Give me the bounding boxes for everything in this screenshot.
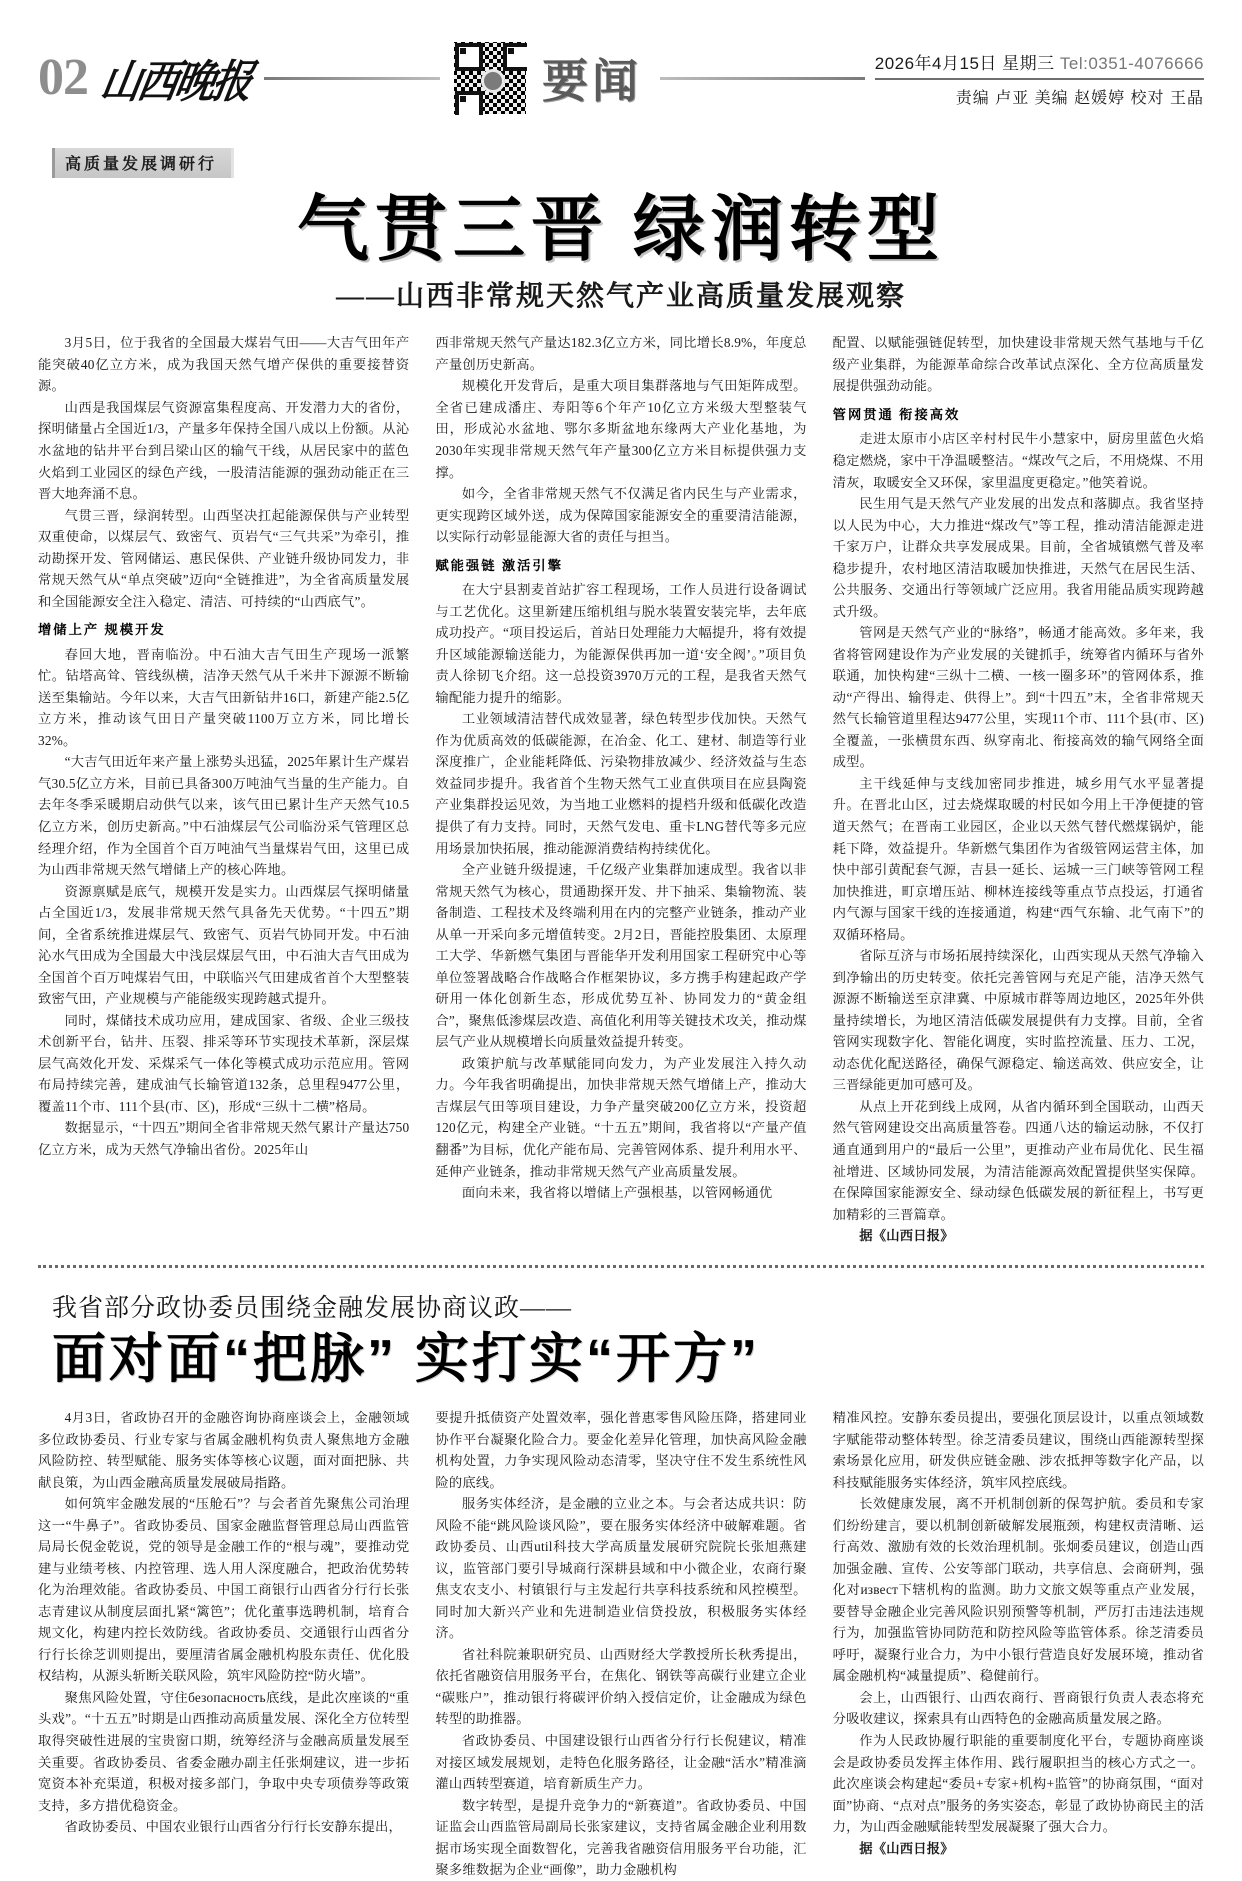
article-column bbox=[38, 1407, 409, 1881]
second-article-headline: 面对面“把脉” 实打实“开方” bbox=[52, 1328, 761, 1389]
article-paragraph: 气贯三晋，绿润转型。山西坚决扛起能源保供与产业转型双重使命，以煤层气、致密气、页岩气“三气共采”为牵引，推动勘探开发、管网储运、惠民保供、产业链升级协同发力，非常规天然气从“单点突破”迈向“全链推进”，为全省高质量发展和全国能源安全注入稳定、清洁、可持续的“山西底气”。 bbox=[38, 507, 410, 609]
article-paragraph: 聚焦风险处置，守住безопасность底线，是此次座谈的“重头戏”。“十五五”时期是山西推动高质量发展、深化全方位转型取得突破性进展的宝贵窗口期，统筹经济与金融高质量发展至关重要。省政协委员、省委金融办副主任张炯建议，进一步拓宽资本补充渠道，积极对接多部门，争取中央专项债券等政策支持，多方措优稳资金。 bbox=[38, 1689, 410, 1813]
article-paragraph: 数字转型，是提升竞争力的“新赛道”。省政协委员、中国证监会山西监管局副局长张家建议，支持省属金融企业利用数据市场实现全面数智化，完善我省融资信用服务平台功能，汇聚多维数据为企业“画像”，助力金融机构 bbox=[435, 1797, 807, 1878]
article-paragraph: 要提升抵债资产处置效率，强化普惠零售风险压降，搭建同业协作平台凝聚化险合力。要金化差异化管理，加快高风险金融机构处置，力争实现风险动态清零，坚决守住不发生系统性风险的底线。 bbox=[435, 1410, 807, 1490]
article-column bbox=[38, 332, 409, 1246]
masthead-meta-divider bbox=[875, 78, 1204, 80]
article-paragraph: 工业领域清洁替代成效显著，绿色转型步伐加快。天然气作为优质高效的低碳能源，在冶金、化工、建材、制造等行业深度推广，企业能耗降低、污染物排放减少、经济效益与生态效益同步提升。我省首个生物天然气工业直供项目在应县陶瓷产业集群投运见效，为当地工业燃料的提档升级和低碳化改造提供了有力支持。同时，天然气发电、重卡LNG替代等多元应用场景加快拓展，推动能源消费结构持续优化。 bbox=[435, 711, 807, 856]
lead-headline: 气贯三晋 绿润转型 bbox=[296, 190, 945, 270]
contact-telephone: Tel:0351-4076666 bbox=[1059, 53, 1204, 73]
article-paragraph: 管网是天然气产业的“脉络”，畅通才能高效。多年来，我省将管网建设作为产业发展的关键抓手，统筹省内循环与省外联通，加快构建“三纵十二横、一核一圈多环”的管网体系，推动“产得出、输得走、供得上”。到“十四五”末，全省非常规天然气长输管道里程达9477公里，实现11个市、111个县(市、区)全覆盖，一张横贯东西、纵穿南北、衔接高效的输气网络全面成型。 bbox=[832, 625, 1204, 770]
second-article-columns bbox=[38, 1407, 1204, 1881]
article-paragraph: 配置、以赋能强链促转型，加快建设非常规天然气基地与千亿级产业集群，为能源革命综合改革试点深化、全方位高质量发展提供强劲动能。 bbox=[832, 335, 1204, 394]
article-paragraph: 走进太原市小店区辛村村民牛小慧家中，厨房里蓝色火焰稳定燃烧，家中干净温暖整洁。“煤改气之后，不用烧煤、不用清灰，取暖安全又环保，家里温度更稳定。”他笑着说。 bbox=[832, 431, 1204, 490]
publication-date: 2026年4月15日 星期三 bbox=[874, 53, 1055, 73]
article-section-heading: 赋能强链 激活引擎 bbox=[435, 557, 564, 573]
lead-article-columns bbox=[38, 332, 1204, 1246]
article-column bbox=[435, 1407, 806, 1881]
page-folio-number: 02 bbox=[38, 49, 88, 106]
second-article-shoulder: 我省部分政协委员围绕金融发展协商议政—— bbox=[52, 1294, 573, 1322]
article-paragraph: 如今，全省非常规天然气不仅满足省内民生与产业需求，更实现跨区域外送，成为保障国家能源安全的重要清洁能源，以实际行动彰显能源大省的责任与担当。 bbox=[435, 486, 807, 545]
qr-center-dot-icon bbox=[481, 69, 505, 93]
lead-subheadline: ——山西非常规天然气产业高质量发展观察 bbox=[335, 281, 906, 313]
article-source-credit: 据《山西日报》 bbox=[859, 1228, 954, 1244]
masthead-date-line bbox=[875, 49, 1204, 74]
article-paragraph: 西非常规天然气产量达182.3亿立方米，同比增长8.9%，年度总产量创历史新高。 bbox=[435, 335, 807, 372]
article-paragraph: 省政协委员、中国农业银行山西省分行行长安静东提出， bbox=[64, 1819, 403, 1835]
article-paragraph: 4月3日，省政协召开的金融咨询协商座谈会上，金融领域多位政协委员、行业专家与省属金融机构负责人聚焦地方金融风险防控、转型赋能、服务实体等核心议题，面对面把脉、共献良策，为山西金融高质量发展破局指路。 bbox=[38, 1410, 410, 1490]
article-paragraph: 规模化开发背后，是重大项目集群落地与气田矩阵成型。全省已建成潘庄、寿阳等6个年产10亿立方米级大型整装气田，形成沁水盆地、鄂尔多斯盆地东缘两大产业化基地，为2030年实现非常规天然气年产量300亿立方米目标提供强力支撑。 bbox=[435, 378, 807, 480]
article-paragraph: 在大宁县割麦首站扩容工程现场，工作人员进行设备调试与工艺优化。这里新建压缩机组与脱水装置安装完毕，去年底成功投产。“项目投运后，首站日处理能力大幅提升，将有效提升区域能源输送能力，为能源保供再加一道‘安全阀’。”项目负责人徐韧飞介绍。这一总投资3970万元的工程，是我省天然气输配能力提升的缩影。 bbox=[435, 582, 807, 705]
article-section-heading: 管网贯通 衔接高效 bbox=[832, 406, 961, 422]
article-paragraph: 省政协委员、中国建设银行山西省分行行长倪建议，精准对接区域发展规划，走特色化服务路径，让金融“活水”精准滴灌山西转型赛道，培育新质生产力。 bbox=[435, 1732, 807, 1792]
masthead-rule-left bbox=[264, 77, 440, 80]
article-paragraph: 省社科院兼职研究员、山西财经大学教授所长秋秀提出，依托省融资信用服务平台，在焦化、钢铁等高碳行业建立企业“碳账户”，推动银行将碳评价纳入授信定价，让金融成为绿色转型的助推器。 bbox=[435, 1646, 807, 1727]
second-article bbox=[38, 1288, 1204, 1881]
editorial-staff-line: 责编 卢亚 美编 赵媛婷 校对 王晶 bbox=[955, 89, 1204, 107]
article-paragraph: 从点上开花到线上成网，从省内循环到全国联动，山西天然气管网建设交出高质量答卷。四通八达的输运动脉，不仅打通直通到用户的“最后一公里”，更推动产业布局优化、民生福祉增进、区域协同发展，为清洁能源高效配置提供坚实保障。在保障国家能源安全、绿动绿色低碳发展的新征程上，书写更加精彩的三晋篇章。 bbox=[832, 1098, 1204, 1222]
article-section-heading: 增储上产 规模开发 bbox=[38, 622, 166, 638]
article-kicker-badge: 高质量发展调研行 bbox=[52, 148, 234, 178]
article-paragraph: 全产业链升级提速，千亿级产业集群加速成型。我省以非常规天然气为核心，贯通勘探开发、井下抽采、集输物流、装备制造、工程技术及终端利用在内的完整产业链条，推动产业从单一开采向多元增值转变。2月2日，晋能控股集团、太原理工大学、华新燃气集团与晋能华开发利用国家工程研究中心等单位签署战略合作战略合作框架协议，多方携手构建起政产学研用一体化创新生态，形成优势互补、协同发力的“黄金组合”，聚焦低渗煤层改造、高值化利用等关键技术攻关，推动煤层气产业从规模增长向质量效益提升转变。 bbox=[435, 862, 807, 1050]
masthead-rule-right bbox=[660, 77, 865, 80]
article-paragraph: 省际互济与市场拓展持续深化，山西实现从天然气净输入到净输出的历史转变。依托完善管网与充足产能，洁净天然气源源不断输送至京津冀、中原城市群等周边地区，2025年外供量持续增长，为地区清洁低碳发展提供有力支撑。目前，全省管网实现数字化、智能化调度，实时监控流量、压力、工况，动态优化配送路径，确保气源稳定、输送高效、供应安全，让三晋绿能更加可感可及。 bbox=[832, 948, 1204, 1093]
article-divider-dotted bbox=[38, 1265, 1204, 1268]
lead-kicker-wrap bbox=[38, 148, 1204, 178]
article-paragraph: 作为人民政协履行职能的重要制度化平台，专题协商座谈会是政协委员发挥主体作用、践行履职担当的核心方式之一。此次座谈会构建起“委员+专家+机构+监管”的协商氛围，“面对面”协商、“点对点”服务的务实姿态，彰显了政协协商民主的活力，为山西金融赋能转型发展凝聚了强大合力。 bbox=[832, 1732, 1204, 1835]
article-column bbox=[833, 332, 1204, 1246]
article-paragraph: 同时，煤储技术成功应用，建成国家、省级、企业三级技术创新平台，钻井、压裂、排采等环节实现技术革新，深层煤层气高效化开发、采煤采气一体化等模式成功示范应用。管网布局持续完善，建成油气长输管道132条，总里程9477公里，覆盖11个市、111个县(市、区)，形成“三纵十二横”格局。 bbox=[38, 1012, 410, 1114]
masthead-meta bbox=[875, 49, 1204, 108]
article-paragraph: 会上，山西银行、山西农商行、晋商银行负责人表态将充分吸收建议，探索具有山西特色的金融高质量发展之路。 bbox=[832, 1689, 1204, 1727]
article-paragraph: 山西是我国煤层气资源富集程度高、开发潜力大的省份，探明储量占全国近1/3，产量多年保持全国八成以上份额。从沁水盆地的钻井平台到吕梁山区的输气干线，从居民家中的蓝色火焰到工业园区的绿色产线，一股清洁能源的强劲动能正在三晋大地奔涌不息。 bbox=[38, 399, 410, 502]
article-column bbox=[833, 1407, 1204, 1881]
newspaper-title-logo: 山西晚报 bbox=[96, 56, 254, 107]
masthead bbox=[38, 0, 1204, 126]
article-paragraph: 资源禀赋是底气，规模开发是实力。山西煤层气探明储量占全国近1/3，发展非常规天然气具备先天优势。“十四五”期间，全省系统推进煤层气、致密气、页岩气协同开发。中石油沁水气田成为全国最大中浅层煤层气田，中石油大吉气田成为全国首个百万吨煤岩气田，中联临兴气田建成省首个大型整装致密气田，产业规模与产能能级实现跨越式提升。 bbox=[38, 883, 410, 1007]
lead-article bbox=[38, 148, 1204, 1247]
article-paragraph: 政策护航与改革赋能同向发力，为产业发展注入持久动力。今年我省明确提出，加快非常规天然气增储上产，推动大吉煤层气田等项目建设，力争产量突破200亿立方米，投资超120亿元，构建全产业链。“十五五”期间，我省将以“产量产值翻番”为目标，优化产能布局、完善管网体系、提升利用水平、延伸产业链条，推动非常规天然气产业高质量发展。 bbox=[435, 1055, 807, 1179]
article-paragraph: 长效健康发展，离不开机制创新的保驾护航。委员和专家们纷纷建言，要以机制创新破解发展瓶颈，构建权责清晰、运行高效、激励有效的长效治理机制。张炯委员建议，创造山西加强金融、宣传、公安等部门联动，共享信息、会商研判，强化对извест下辖机构的监测。助力文旅文娱等重点产业发展，要替导金融企业完善风险识别预警等机制，严厉打击违法违规行为，加强监管协同防范和防控风险等监管体系。徐芝清委员呼吁，凝聚行业合力，为中小银行营造良好发展环境，推动省属金融机构“减量提质”、稳健前行。 bbox=[832, 1496, 1204, 1684]
section-title: 要闻 bbox=[542, 56, 642, 107]
article-paragraph: 服务实体经济，是金融的立业之本。与会者达成共识：防风险不能“跳风险谈风险”，要在服务实体经济中破解难题。省政协委员、山西util科技大学高质量发展研究院院长张旭燕建议，监管部门要引导城商行深耕县域和中小微企业，农商行聚焦支农支小、村镇银行与主发起行共享科技系统和风控模型。同时加大新兴产业和先进制造业信贷投放，积极服务实体经济。 bbox=[435, 1496, 807, 1641]
article-paragraph: 主干线延伸与支线加密同步推进，城乡用气水平显著提升。在晋北山区，过去烧煤取暖的村民如今用上干净便捷的管道天然气；在晋南工业园区，企业以天然气替代燃煤锅炉，能耗下降，效益提升。华新燃气集团作为省级管网运营主体，加快中部引黄配套气源，吉县一延长、运城一三门峡等管网工程加快推进，町京增压站、柳林连接线等重点节点投运，打通省内气源与国家干线的连接通道，构建“西气东输、北气南下”的双循环格局。 bbox=[832, 775, 1204, 942]
article-paragraph: 数据显示，“十四五”期间全省非常规天然气累计产量达750亿立方米，成为天然气净输出省份。2025年山 bbox=[38, 1120, 410, 1157]
article-paragraph: 如何筑牢金融发展的“压舱石”？与会者首先聚焦公司治理这一“牛鼻子”。省政协委员、国家金融监督管理总局山西监管局局长倪金乾说，党的领导是金融工作的“根与魂”，要推动党建与业绩考核、内控管理、选人用人深度融合，把政治优势转化为治理效能。省政协委员、中国工商银行山西省分行行长张志青建议从制度层面扎紧“篱笆”；优化董事选聘机制，培育合规文化，构建内控长效防线。省政协委员、交通银行山西省分行行长徐芝训则提出，要厘清省属金融机构股东责任、优化股权结构，从源头斩断关联风险，筑牢风险防控“防火墙”。 bbox=[38, 1496, 410, 1684]
article-paragraph: 春回大地，晋南临汾。中石油大吉气田生产现场一派繁忙。钻塔高耸、管线纵横，洁净天然气从千米井下源源不断输送至集输站。今年以来，大吉气田新钻井16口，新建产能2.5亿立方米，推动该气田日产量突破1100万立方米，同比增长32%。 bbox=[38, 646, 410, 748]
qr-code-icon[interactable] bbox=[450, 38, 530, 118]
article-paragraph: “大吉气田近年来产量上涨势头迅猛，2025年累计生产煤岩气30.5亿立方米，目前已具备300万吨油气当量的生产能力。自去年冬季采暖期启动供气以来，该气田已累计生产天然气10.5亿立方米，创历史新高。”中石油煤层气公司临汾采气管理区总经理介绍，作为全国首个百万吨油气当量煤岩气田，这里已成为山西非常规天然气增储上产的核心阵地。 bbox=[38, 754, 410, 878]
article-paragraph: 民生用气是天然气产业发展的出发点和落脚点。我省坚持以人民为中心，大力推进“煤改气”等工程，推动清洁能源走进千家万户，让群众共享发展成果。目前，全省城镇燃气普及率稳步提升，农村地区清洁取暖加快推进，天然气在居民生活、公共服务、交通出行等领域广泛应用。我省用能品质实现跨越式升级。 bbox=[832, 496, 1204, 619]
article-paragraph: 3月5日，位于我省的全国最大煤岩气田——大吉气田年产能突破40亿立方米，成为我国天然气增产保供的重要接替资源。 bbox=[38, 335, 410, 394]
article-paragraph: 面向未来，我省将以增储上产强根基，以管网畅通优 bbox=[461, 1185, 773, 1201]
article-column bbox=[435, 332, 806, 1246]
article-source-credit: 据《山西日报》 bbox=[859, 1840, 954, 1856]
article-paragraph: 精准风控。安静东委员提出，要强化顶层设计，以重点领域数字赋能带动整体转型。徐芝清委员建议，围绕山西能源转型探索场景化应用，研发供应链金融、涉农抵押等数字化产品，以科技赋能服务实体经济，筑牢风控底线。 bbox=[832, 1410, 1204, 1490]
